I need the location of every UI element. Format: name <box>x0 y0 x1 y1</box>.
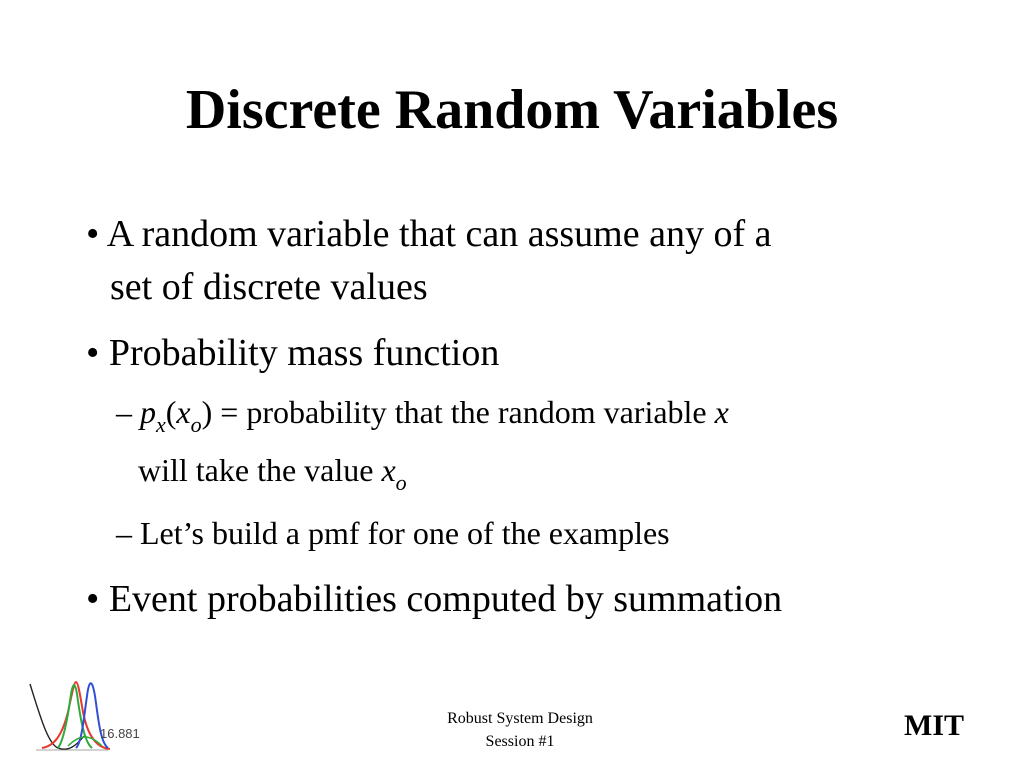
sub-bullet-2-text: Let’s build a pmf for one of the examples <box>140 515 670 551</box>
bullet-1-text: A random variable that can assume any of a <box>106 213 772 255</box>
footer-session: Session #1 <box>485 733 555 750</box>
dash-marker: – <box>116 394 132 430</box>
bullet-marker: • <box>86 213 100 255</box>
value-subscript: o <box>190 412 202 437</box>
sub-bullet-2 <box>116 514 670 552</box>
bullet-marker: • <box>86 332 100 374</box>
sub-bullet-1-line-2 <box>138 451 407 495</box>
value-subscript-2: o <box>395 470 407 495</box>
slide-title: Discrete Random Variables <box>185 79 839 141</box>
bullet-1-line-1 <box>86 212 771 256</box>
footer-institution: MIT <box>904 709 964 742</box>
bullet-1-line-2: set of discrete values <box>110 266 428 308</box>
bullet-2 <box>86 331 499 375</box>
value-symbol: x <box>176 394 191 430</box>
bullet-3-text: Event probabilities computed by summation <box>108 578 783 620</box>
distribution-curves-logo-icon <box>28 676 158 756</box>
bullet-3 <box>86 577 782 621</box>
definition-text-2: will take the value <box>138 452 382 488</box>
footer-course-title: Robust System Design <box>447 710 593 727</box>
value-symbol-2: x <box>381 452 396 488</box>
pmf-subscript: x <box>156 412 166 437</box>
pmf-symbol: p <box>140 394 156 430</box>
definition-text: ) = probability that the random variable <box>201 394 715 430</box>
bullet-marker: • <box>86 578 100 620</box>
logo-course-number: 16.881 <box>100 726 140 741</box>
open-paren: ( <box>165 394 177 430</box>
dash-marker: – <box>116 515 132 551</box>
variable-symbol: x <box>714 394 729 430</box>
sub-bullet-1-line-1 <box>116 393 729 437</box>
bullet-2-text: Probability mass function <box>108 332 500 374</box>
